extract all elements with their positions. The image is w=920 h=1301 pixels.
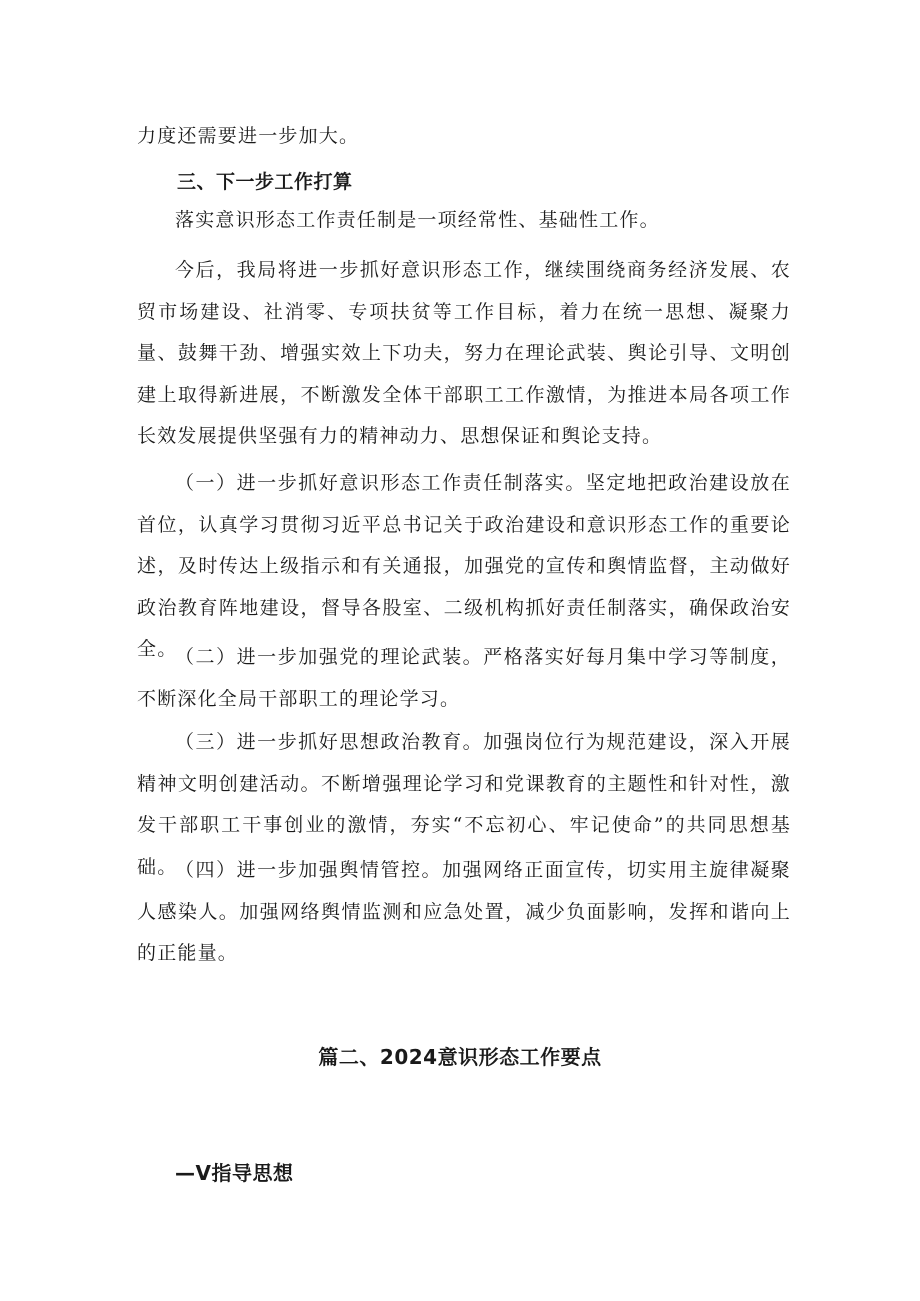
paragraph-intro: 落实意识形态工作责任制是一项经常性、基础性工作。 <box>175 209 660 231</box>
paragraph-item-4: （四）进一步加强舆情管控。加强网络正面宣传，切实用主旋律凝聚人感染人。加强网络舆情监测和应急处置，减少负面影响，发挥和谐向上的正能量。 <box>137 859 791 964</box>
paragraph-item-3: （三）进一步抓好思想政治教育。加强岗位行为规范建设，深入开展精神文明创建活动。不断增强理论学习和党课教育的主题性和针对性，激发干部职工干事创业的激情，夯实“不忘初心、牢记使命”的共同思想基础。 <box>137 731 791 878</box>
section-heading: 三、下一步工作打算 <box>177 171 353 193</box>
subheading-guiding-ideology: —V指导思想 <box>175 1161 294 1185</box>
paragraph-item-2: （二）进一步加强党的理论武装。严格落实好每月集中学习等制度，不断深化全局干部职工的理论学习。 <box>137 646 791 710</box>
paragraph-item-1: （一）进一步抓好意识形态工作责任制落实。坚定地把政治建设放在首位，认真学习贯彻习近平总书记关于政治建设和意识形态工作的重要论述，及时传达上级指示和有关通报，加强党的宣传和舆情监督，主动做好政治教育阵地建设，督导各股室、二级机构抓好责任制落实，确保政治安全。 <box>137 472 791 660</box>
paragraph-continuation: 力度还需要进一步加大。 <box>137 125 360 147</box>
paragraph-plan: 今后，我局将进一步抓好意识形态工作，继续围绕商务经济发展、农贸市场建设、社消零、专项扶贫等工作目标，着力在统一思想、凝聚力量、鼓舞干劲、增强实效上下功夫，努力在理论武装、舆论引导、文明创建上取得新进展，不断激发全体干部职工工作激情，为推进本局各项工作长效发展提供坚强有力的精神动力、思想保证和舆论支持。 <box>137 259 791 447</box>
article-title: 篇二、2024意识形态工作要点 <box>318 1045 602 1069</box>
